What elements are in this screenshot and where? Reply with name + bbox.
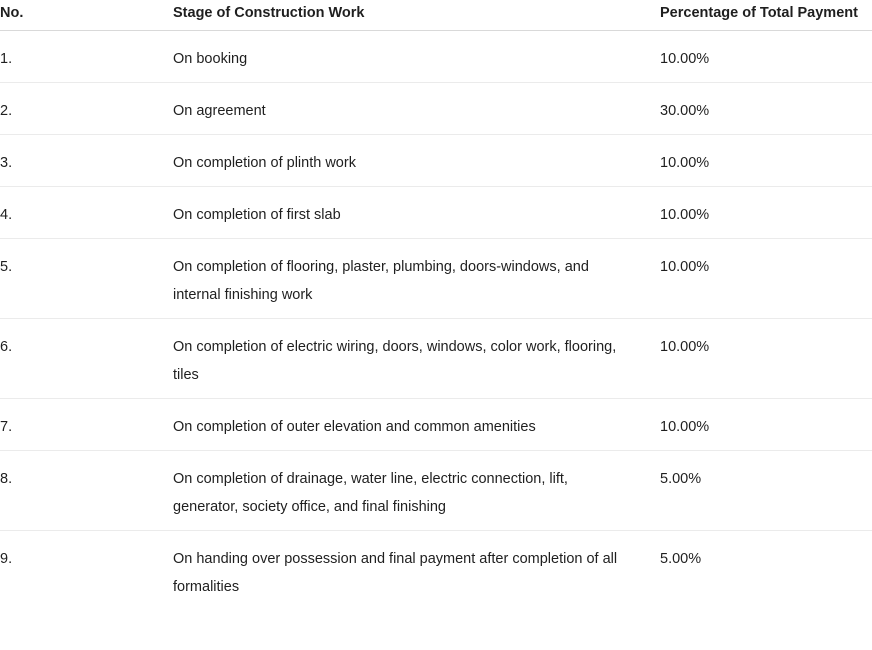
row-stage: On completion of drainage, water line, electric connection, lift, generator, society office, and final finishing [173, 471, 568, 515]
row-no: 6. [0, 339, 13, 355]
table-row [0, 451, 872, 531]
row-no: 7. [0, 419, 13, 435]
row-stage: On completion of outer elevation and common amenities [173, 419, 536, 435]
header-stage: Stage of Construction Work [173, 5, 365, 21]
row-percentage: 10.00% [660, 51, 710, 67]
row-stage: On handing over possession and final payment after completion of all formalities [173, 551, 618, 595]
header-no: No. [0, 5, 24, 21]
row-stage: On completion of plinth work [173, 155, 356, 171]
table-row [0, 187, 872, 239]
row-stage: On completion of electric wiring, doors, windows, color work, flooring, tiles [173, 339, 617, 383]
row-percentage: 10.00% [660, 259, 710, 275]
row-no: 2. [0, 103, 13, 119]
row-no: 4. [0, 207, 13, 223]
row-stage: On completion of first slab [173, 207, 341, 223]
row-no: 8. [0, 471, 13, 487]
row-stage: On booking [173, 51, 248, 67]
table-row [0, 135, 872, 187]
table-row [0, 83, 872, 135]
row-percentage: 10.00% [660, 419, 710, 435]
row-stage: On completion of flooring, plaster, plumbing, doors-windows, and internal finishing work [173, 259, 589, 303]
table-row [0, 531, 872, 610]
row-percentage: 10.00% [660, 339, 710, 355]
table-row [0, 31, 872, 83]
row-no: 9. [0, 551, 13, 567]
table-row [0, 399, 872, 451]
row-no: 5. [0, 259, 13, 275]
row-no: 1. [0, 51, 13, 67]
table-header [0, 0, 872, 31]
table-row [0, 239, 872, 319]
row-percentage: 10.00% [660, 155, 710, 171]
table-row [0, 319, 872, 399]
header-percentage: Percentage of Total Payment [660, 5, 858, 21]
row-percentage: 10.00% [660, 207, 710, 223]
row-no: 3. [0, 155, 13, 171]
row-percentage: 5.00% [660, 551, 702, 567]
row-percentage: 5.00% [660, 471, 702, 487]
row-stage: On agreement [173, 103, 266, 119]
row-percentage: 30.00% [660, 103, 710, 119]
